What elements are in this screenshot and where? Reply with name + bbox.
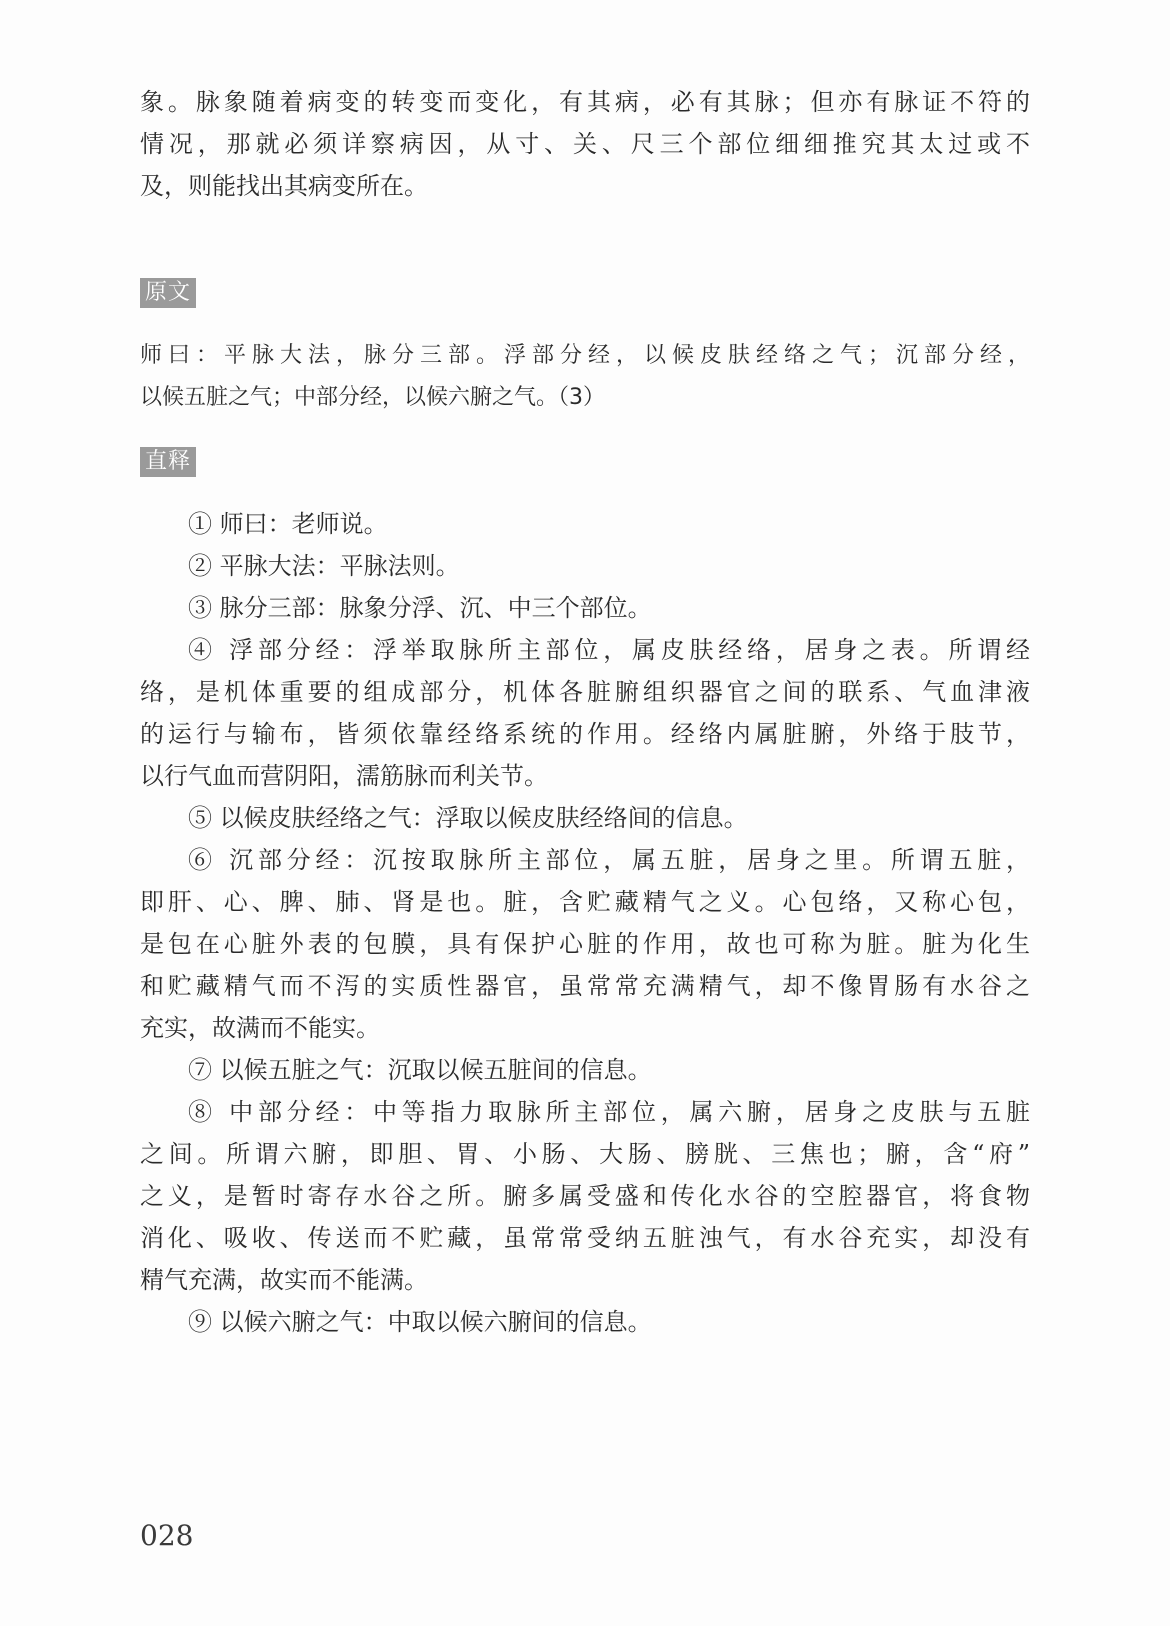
explain-line: 是包在心脏外表的包膜，具有保护心脏的作用，故也可称为脏。脏为化生 (140, 930, 1030, 958)
explain-line: 精气充满，故实而不能满。 (140, 1266, 428, 1294)
explain-line: 的运行与输布，皆须依靠经络系统的作用。经络内属脏腑，外络于肢节， (140, 720, 1030, 748)
explain-line: 充实，故满而不能实。 (140, 1014, 380, 1042)
section-label-original: 原文 (140, 278, 196, 308)
explain-line: 消化、吸收、传送而不贮藏，虽常常受纳五脏浊气，有水谷充实，却没有 (140, 1224, 1030, 1252)
explain-line: 络，是机体重要的组成部分，机体各脏腑组织器官之间的联系、气血津液 (140, 678, 1030, 706)
explain-line: ③ 脉分三部：脉象分浮、沉、中三个部位。 (188, 594, 652, 622)
explain-line: ⑧ 中部分经：中等指力取脉所主部位，属六腑，居身之皮肤与五脏 (188, 1098, 1030, 1126)
original-text-line: 师曰：平脉大法，脉分三部。浮部分经，以候皮肤经络之气；沉部分经， (140, 343, 1030, 368)
explain-line: ⑤ 以候皮肤经络之气：浮取以候皮肤经络间的信息。 (188, 804, 748, 832)
original-text-line: 以候五脏之气；中部分经，以候六腑之气。（3） (140, 385, 605, 410)
explain-line: ④ 浮部分经：浮举取脉所主部位，属皮肤经络，居身之表。所谓经 (188, 636, 1030, 664)
explain-line: ② 平脉大法：平脉法则。 (188, 552, 460, 580)
explain-line: 以行气血而营阴阳，濡筋脉而利关节。 (140, 762, 548, 790)
explain-line: ⑥ 沉部分经：沉按取脉所主部位，属五脏，居身之里。所谓五脏， (188, 846, 1030, 874)
explain-line: ① 师曰：老师说。 (188, 510, 388, 538)
explain-line: ⑨ 以候六腑之气：中取以候六腑间的信息。 (188, 1308, 652, 1336)
explain-line: 和贮藏精气而不泻的实质性器官，虽常常充满精气，却不像胃肠有水谷之 (140, 972, 1030, 1000)
explain-line: 之间。所谓六腑，即胆、胃、小肠、大肠、膀胱、三焦也；腑，含“府” (140, 1140, 1030, 1168)
section-label-explain: 直释 (140, 447, 196, 477)
intro-line: 情况，那就必须详察病因，从寸、关、尺三个部位细细推究其太过或不 (140, 130, 1030, 158)
explain-line: 之义，是暂时寄存水谷之所。腑多属受盛和传化水谷的空腔器官，将食物 (140, 1182, 1030, 1210)
explain-line: ⑦ 以候五脏之气：沉取以候五脏间的信息。 (188, 1056, 652, 1084)
intro-line: 及，则能找出其病变所在。 (140, 172, 428, 200)
explain-line: 即肝、心、脾、肺、肾是也。脏，含贮藏精气之义。心包络，又称心包， (140, 888, 1030, 916)
page-number: 028 (140, 1519, 194, 1552)
intro-line: 象。脉象随着病变的转变而变化，有其病，必有其脉；但亦有脉证不符的 (140, 88, 1030, 116)
